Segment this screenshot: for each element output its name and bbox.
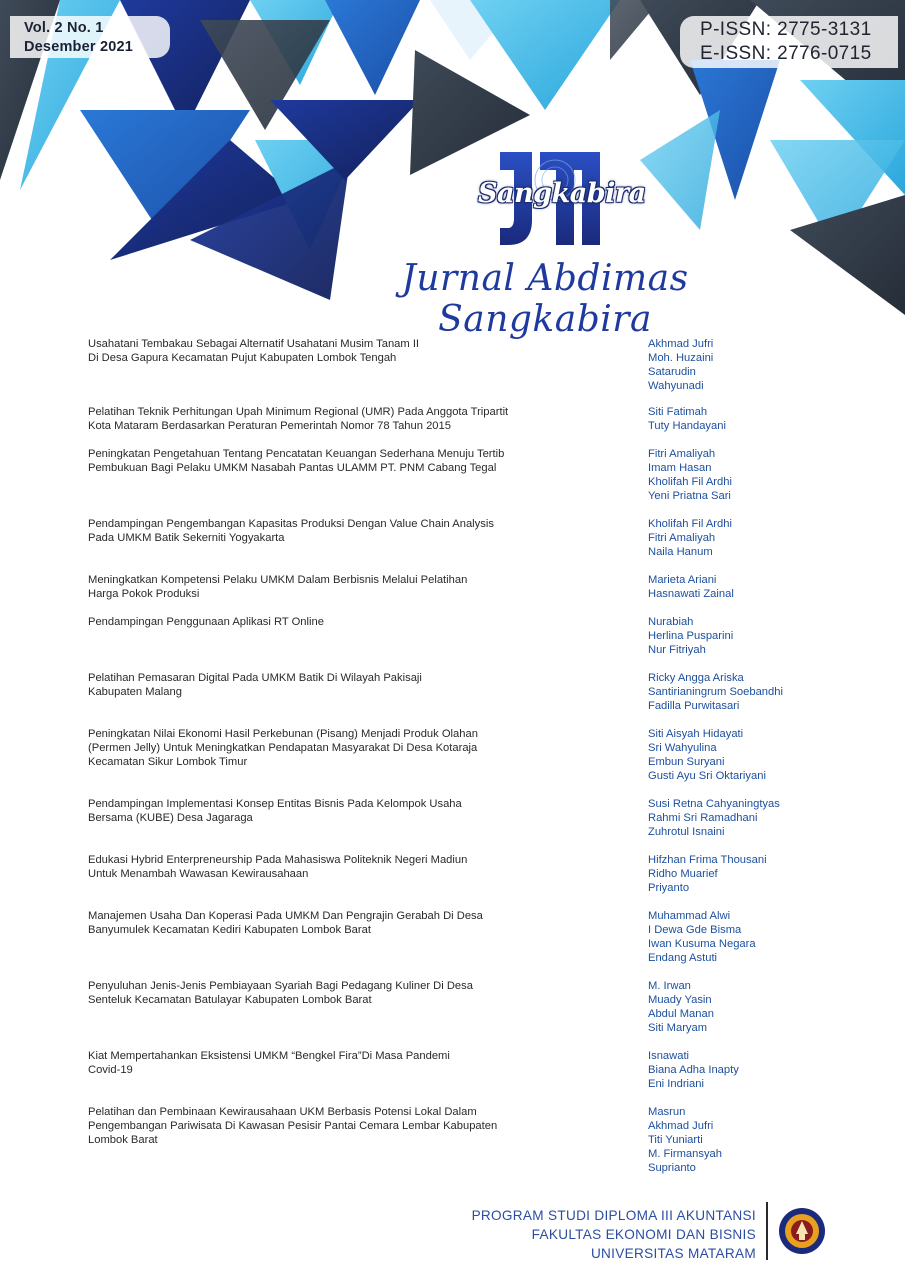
author-name: M. Firmansyah xyxy=(648,1148,722,1160)
article-title-line: Pelatihan Pemasaran Digital Pada UMKM Batik Di Wilayah Pakisaji xyxy=(88,672,422,684)
article-authors xyxy=(648,853,888,895)
article-title-line: Banyumulek Kecamatan Kediri Kabupaten Lombok Barat xyxy=(88,924,371,936)
author-name: Ridho Muarief xyxy=(648,868,718,880)
issue-volume: Vol. 2 No. 1 xyxy=(24,20,104,36)
author-name: Muady Yasin xyxy=(648,994,712,1006)
article-title-line: Kabupaten Malang xyxy=(88,686,182,698)
print-issn: P-ISSN: 2775-3131 xyxy=(700,19,872,40)
article-title xyxy=(88,337,588,365)
article-authors xyxy=(648,615,888,657)
article-title xyxy=(88,573,588,601)
article-title-line: Lombok Barat xyxy=(88,1134,158,1146)
article-title-line: Peningkatan Nilai Ekonomi Hasil Perkebunan (Pisang) Menjadi Produk Olahan xyxy=(88,728,478,740)
author-name: Wahyunadi xyxy=(648,380,704,392)
article-title xyxy=(88,909,588,937)
author-name: Embun Suryani xyxy=(648,756,725,768)
author-name: Masrun xyxy=(648,1106,686,1118)
author-name: Priyanto xyxy=(648,882,690,894)
article-title xyxy=(88,615,588,629)
author-name: Santirianingrum Soebandhi xyxy=(648,686,783,698)
article-title xyxy=(88,671,588,699)
article-title-line: Bersama (KUBE) Desa Jagaraga xyxy=(88,812,253,824)
article-title-line: Kiat Mempertahankan Eksistensi UMKM “Bengkel Fira”Di Masa Pandemi xyxy=(88,1050,450,1062)
author-name: Tuty Handayani xyxy=(648,420,726,432)
author-name: Hasnawati Zainal xyxy=(648,588,734,600)
author-name: Nurabiah xyxy=(648,616,694,628)
journal-title: Jurnal Abdimas Sangkabira xyxy=(401,258,689,340)
article-authors xyxy=(648,1049,888,1091)
article-title xyxy=(88,797,588,825)
author-name: Herlina Pusparini xyxy=(648,630,734,642)
article-authors xyxy=(648,447,888,503)
article-authors xyxy=(648,909,888,965)
author-name: Fadilla Purwitasari xyxy=(648,700,740,712)
author-name: Moh. Huzaini xyxy=(648,352,714,364)
article-title xyxy=(88,517,588,545)
article-title-line: Kecamatan Sikur Lombok Timur xyxy=(88,756,248,768)
author-name: Marieta Ariani xyxy=(648,574,717,586)
author-name: Fitri Amaliyah xyxy=(648,532,716,544)
article-title xyxy=(88,1105,588,1147)
author-name: Eni Indriani xyxy=(648,1078,704,1090)
article-title-line: Senteluk Kecamatan Batulayar Kabupaten Lombok Barat xyxy=(88,994,372,1006)
footer-faculty: FAKULTAS EKONOMI DAN BISNIS xyxy=(531,1227,756,1242)
article-title-line: (Permen Jelly) Untuk Meningkatkan Pendapatan Masyarakat Di Desa Kotaraja xyxy=(88,742,478,754)
author-name: Titi Yuniarti xyxy=(648,1134,703,1146)
author-name: Hifzhan Frima Thousani xyxy=(648,854,767,866)
author-name: Abdul Manan xyxy=(648,1008,714,1020)
article-title xyxy=(88,853,588,881)
author-name: Siti Aisyah Hidayati xyxy=(648,728,744,740)
author-name: Zuhrotul Isnaini xyxy=(648,826,725,838)
article-title-line: Pendampingan Penggunaan Aplikasi RT Online xyxy=(88,616,324,628)
article-authors xyxy=(648,727,888,783)
article-title-line: Covid-19 xyxy=(88,1064,133,1076)
article-title-line: Pelatihan Teknik Perhitungan Upah Minimum Regional (UMR) Pada Anggota Tripartit xyxy=(88,406,509,418)
article-authors xyxy=(648,573,888,601)
author-name: I Dewa Gde Bisma xyxy=(648,924,742,936)
article-title xyxy=(88,1049,588,1077)
footer-university: UNIVERSITAS MATARAM xyxy=(590,1246,756,1261)
author-name: Endang Astuti xyxy=(648,952,718,964)
author-name: Suprianto xyxy=(648,1162,696,1174)
author-name: Susi Retna Cahyaningtyas xyxy=(648,798,780,810)
electronic-issn: E-ISSN: 2776-0715 xyxy=(700,43,872,64)
article-title-line: Kota Mataram Berdasarkan Peraturan Pemerintah Nomor 78 Tahun 2015 xyxy=(88,420,451,432)
article-title-line: Manajemen Usaha Dan Koperasi Pada UMKM Dan Pengrajin Gerabah Di Desa xyxy=(88,910,483,922)
article-title-line: Pendampingan Implementasi Konsep Entitas Bisnis Pada Kelompok Usaha xyxy=(88,798,462,810)
article-title-line: Usahatani Tembakau Sebagai Alternatif Usahatani Musim Tanam II xyxy=(88,338,420,350)
article-title-line: Pada UMKM Batik Sekerniti Yogyakarta xyxy=(88,532,285,544)
publisher-block xyxy=(300,1206,756,1263)
article-title-line: Pendampingan Pengembangan Kapasitas Produksi Dengan Value Chain Analysis xyxy=(88,518,494,530)
author-name: Kholifah Fil Ardhi xyxy=(648,476,732,488)
article-authors xyxy=(648,405,888,433)
article-authors xyxy=(648,979,888,1035)
university-crest-icon xyxy=(777,1206,827,1256)
article-title xyxy=(88,447,588,475)
author-name: Yeni Priatna Sari xyxy=(648,490,731,502)
author-name: Gusti Ayu Sri Oktariyani xyxy=(648,770,766,782)
author-name: Akhmad Jufri xyxy=(648,1120,714,1132)
author-name: Nur Fitriyah xyxy=(648,644,706,656)
author-name: Biana Adha Inapty xyxy=(648,1064,739,1076)
article-title-line: Penyuluhan Jenis-Jenis Pembiayaan Syariah Bagi Pedagang Kuliner Di Desa xyxy=(88,980,473,992)
author-name: Iwan Kusuma Negara xyxy=(648,938,756,950)
article-title-line: Untuk Menambah Wawasan Kewirausahaan xyxy=(88,868,309,880)
author-name: Isnawati xyxy=(648,1050,690,1062)
author-name: Imam Hasan xyxy=(648,462,712,474)
article-authors xyxy=(648,517,888,559)
article-authors xyxy=(648,337,888,393)
issue-date: Desember 2021 xyxy=(24,39,134,55)
article-title-line: Pengembangan Pariwisata Di Kawasan Pesisir Pantai Cemara Lembar Kabupaten xyxy=(88,1120,498,1132)
article-title-line: Meningkatkan Kompetensi Pelaku UMKM Dalam Berbisnis Melalui Pelatihan xyxy=(88,574,468,586)
article-title-line: Peningkatan Pengetahuan Tentang Pencatatan Keuangan Sederhana Menuju Tertib xyxy=(88,448,505,460)
author-name: Akhmad Jufri xyxy=(648,338,714,350)
author-name: Siti Maryam xyxy=(648,1022,708,1034)
footer-program: PROGRAM STUDI DIPLOMA III AKUNTANSI xyxy=(471,1208,756,1223)
author-name: Muhammad Alwi xyxy=(648,910,731,922)
author-name: Ricky Angga Ariska xyxy=(648,672,744,684)
author-name: Satarudin xyxy=(648,366,696,378)
article-title-line: Pelatihan dan Pembinaan Kewirausahaan UKM Berbasis Potensi Lokal Dalam xyxy=(88,1106,477,1118)
author-name: Rahmi Sri Ramadhani xyxy=(648,812,758,824)
article-authors xyxy=(648,671,888,713)
author-name: Siti Fatimah xyxy=(648,406,708,418)
footer-divider xyxy=(766,1202,768,1260)
article-title-line: Edukasi Hybrid Enterpreneurship Pada Mahasiswa Politeknik Negeri Madiun xyxy=(88,854,468,866)
article-title xyxy=(88,405,588,433)
article-title-line: Di Desa Gapura Kecamatan Pujut Kabupaten Lombok Tengah xyxy=(88,352,397,364)
article-authors xyxy=(648,1105,888,1175)
author-name: Fitri Amaliyah xyxy=(648,448,716,460)
logo-script-text: Sangkabira xyxy=(478,178,646,209)
article-title xyxy=(88,979,588,1007)
author-name: Naila Hanum xyxy=(648,546,713,558)
article-title xyxy=(88,727,588,769)
author-name: M. Irwan xyxy=(648,980,691,992)
author-name: Kholifah Fil Ardhi xyxy=(648,518,732,530)
article-authors xyxy=(648,797,888,839)
author-name: Sri Wahyulina xyxy=(648,742,717,754)
article-title-line: Harga Pokok Produksi xyxy=(88,588,200,600)
article-title-line: Pembukuan Bagi Pelaku UMKM Nasabah Pantas ULAMM PT. PNM Cabang Tegal xyxy=(88,462,497,474)
